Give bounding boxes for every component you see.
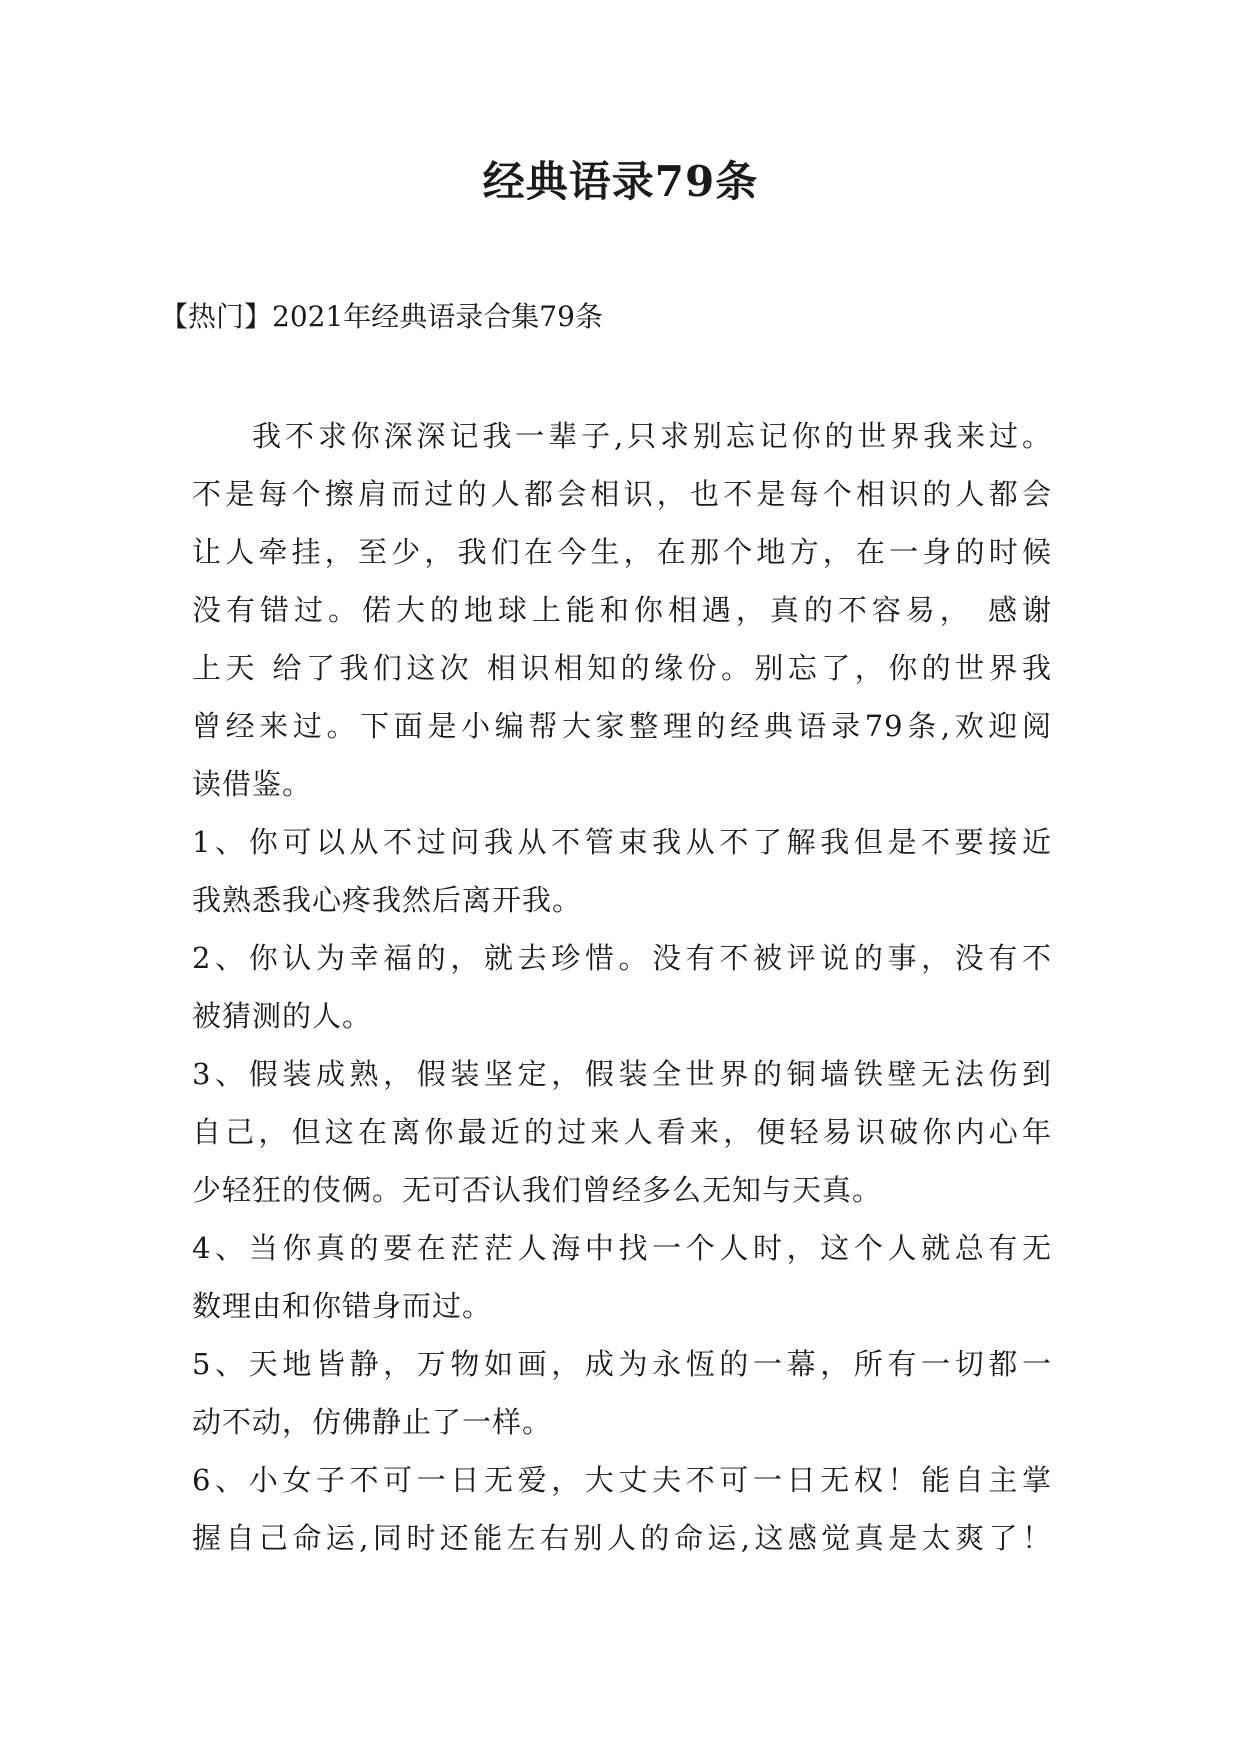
body-line: 握自己命运,同时还能左右别人的命运,这感觉真是太爽了！ bbox=[192, 1521, 1052, 1555]
body-line: 6、小女子不可一日无爱，大丈夫不可一日无权！能自主掌 bbox=[192, 1463, 1052, 1497]
body-line: 没有错过。偌大的地球上能和你相遇，真的不容易， 感谢 bbox=[192, 593, 1052, 627]
body-line: 被猜测的人。 bbox=[192, 999, 373, 1033]
body-line: 少轻狂的伎俩。无可否认我们曾经多么无知与天真。 bbox=[192, 1173, 883, 1207]
body-line: 动不动，仿佛静止了一样。 bbox=[192, 1405, 553, 1439]
body-line: 不是每个擦肩而过的人都会相识，也不是每个相识的人都会 bbox=[192, 477, 1052, 511]
body-line: 上天 给了我们这次 相识相知的缘份。别忘了，你的世界我 bbox=[192, 651, 1052, 685]
body-line: 数理由和你错身而过。 bbox=[192, 1289, 493, 1323]
body-line: 我不求你深深记我一辈子,只求别忘记你的世界我来过。 bbox=[252, 419, 1052, 453]
body-line: 曾经来过。下面是小编帮大家整理的经典语录79条,欢迎阅 bbox=[192, 709, 1052, 743]
body-line: 让人牵挂，至少，我们在今生，在那个地方，在一身的时候 bbox=[192, 535, 1052, 569]
body-line: 2、你认为幸福的，就去珍惜。没有不被评说的事，没有不 bbox=[192, 941, 1052, 975]
body-line: 我熟悉我心疼我然后离开我。 bbox=[192, 883, 583, 917]
document-subtitle: 【热门】2021年经典语录合集79条 bbox=[160, 300, 603, 333]
body-line: 3、假装成熟，假装坚定，假装全世界的铜墙铁壁无法伤到 bbox=[192, 1057, 1052, 1091]
body-line: 4、当你真的要在茫茫人海中找一个人时，这个人就总有无 bbox=[192, 1231, 1052, 1265]
body-line: 自己，但这在离你最近的过来人看来，便轻易识破你内心年 bbox=[192, 1115, 1052, 1149]
document-title: 经典语录79条 bbox=[482, 157, 759, 206]
body-line: 1、你可以从不过问我从不管束我从不了解我但是不要接近 bbox=[192, 825, 1052, 859]
body-line: 读借鉴。 bbox=[192, 767, 313, 801]
body-line: 5、天地皆静，万物如画，成为永恆的一幕，所有一切都一 bbox=[192, 1347, 1052, 1381]
